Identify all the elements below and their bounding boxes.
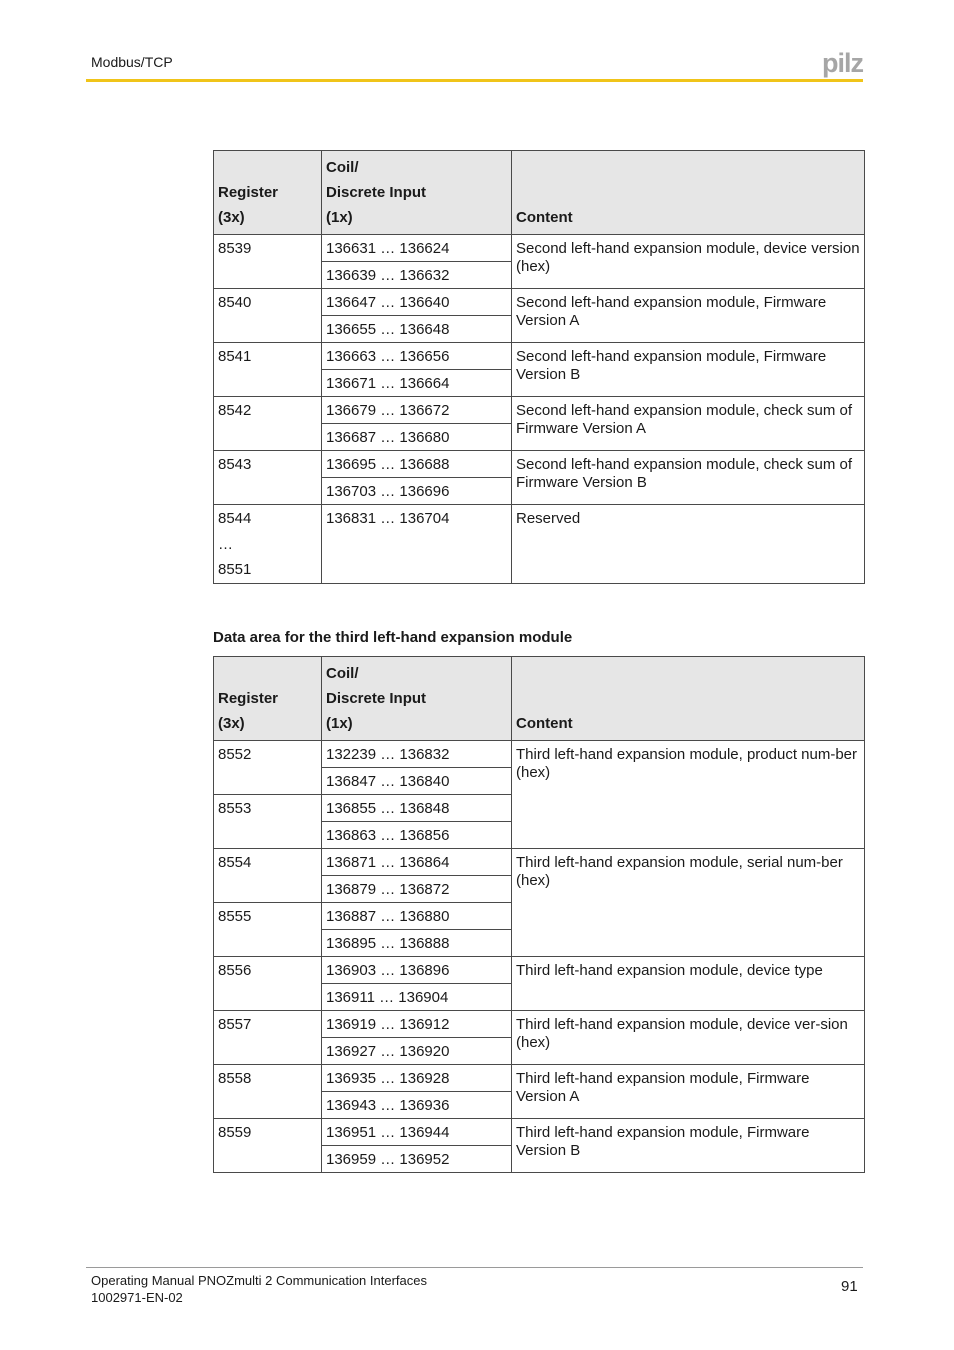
- register-cell: 8553: [214, 795, 322, 849]
- register-cell: 8541: [214, 343, 322, 397]
- coil-cell: 136663 … 136656: [322, 343, 512, 370]
- header-rule: [86, 79, 863, 82]
- register-cell: 8552: [214, 741, 322, 795]
- register-cell: 8539: [214, 235, 322, 289]
- coil-cell: 136703 … 136696: [322, 478, 512, 505]
- table-row: [214, 235, 865, 262]
- content-cell: Second left-hand expansion module, Firmware Version A: [512, 289, 865, 343]
- register-cell: 8557: [214, 1011, 322, 1065]
- register-cell: 8559: [214, 1119, 322, 1173]
- content-cell: Third left-hand expansion module, device ver-sion (hex): [512, 1011, 865, 1065]
- content-cell: Second left-hand expansion module, Firmware Version B: [512, 343, 865, 397]
- coil-cell: 136911 … 136904: [322, 984, 512, 1011]
- table-row: [214, 849, 865, 876]
- register-cell: 8543: [214, 451, 322, 505]
- register-cell: 8554: [214, 849, 322, 903]
- coil-cell: 136887 … 136880: [322, 903, 512, 930]
- content-header: Content: [512, 151, 865, 235]
- coil-cell: 136639 … 136632: [322, 262, 512, 289]
- coil-cell: 136863 … 136856: [322, 822, 512, 849]
- coil-cell: 136679 … 136672: [322, 397, 512, 424]
- table-row: [214, 451, 865, 478]
- content-cell: Third left-hand expansion module, Firmware Version B: [512, 1119, 865, 1173]
- table-row: [214, 1065, 865, 1092]
- coil-cell: 136895 … 136888: [322, 930, 512, 957]
- table-row: [214, 1119, 865, 1146]
- table-row: [214, 957, 865, 984]
- table-header-row: [214, 151, 865, 235]
- register-cell: 8542: [214, 397, 322, 451]
- coil-cell: 136935 … 136928: [322, 1065, 512, 1092]
- coil-cell: 136671 … 136664: [322, 370, 512, 397]
- table-row: [214, 1011, 865, 1038]
- second-module-register-table: [213, 150, 865, 584]
- coil-cell: 136943 … 136936: [322, 1092, 512, 1119]
- table-row: [214, 741, 865, 768]
- table-row: [214, 343, 865, 370]
- page-number: 91: [841, 1278, 858, 1295]
- register-header: Register (3x): [214, 657, 322, 741]
- coil-cell: 136847 … 136840: [322, 768, 512, 795]
- coil-cell: 136951 … 136944: [322, 1119, 512, 1146]
- coil-cell: 136695 … 136688: [322, 451, 512, 478]
- content-cell: Reserved: [512, 505, 865, 584]
- content-cell: Second left-hand expansion module, check sum of Firmware Version A: [512, 397, 865, 451]
- footer-manual-title: Operating Manual PNOZmulti 2 Communication Interfaces: [91, 1273, 427, 1288]
- coil-header: Coil/ Discrete Input (1x): [322, 657, 512, 741]
- content-cell: Third left-hand expansion module, product num-ber (hex): [512, 741, 865, 849]
- coil-cell: 136831 … 136704: [322, 505, 512, 584]
- coil-cell: 136927 … 136920: [322, 1038, 512, 1065]
- coil-header: Coil/ Discrete Input (1x): [322, 151, 512, 235]
- coil-cell: 136871 … 136864: [322, 849, 512, 876]
- running-header-title: Modbus/TCP: [91, 54, 173, 70]
- coil-cell: 136919 … 136912: [322, 1011, 512, 1038]
- content-cell: Second left-hand expansion module, check sum of Firmware Version B: [512, 451, 865, 505]
- coil-cell: 136959 … 136952: [322, 1146, 512, 1173]
- content-header: Content: [512, 657, 865, 741]
- table-row: [214, 397, 865, 424]
- coil-cell: 136879 … 136872: [322, 876, 512, 903]
- coil-cell: 136903 … 136896: [322, 957, 512, 984]
- register-cell: 8556: [214, 957, 322, 1011]
- footer-doc-number: 1002971-EN-02: [91, 1290, 183, 1305]
- coil-cell: 136687 … 136680: [322, 424, 512, 451]
- register-header: Register (3x): [214, 151, 322, 235]
- coil-cell: 132239 … 136832: [322, 741, 512, 768]
- coil-cell: 136855 … 136848: [322, 795, 512, 822]
- table-row-reserved: [214, 505, 865, 584]
- coil-cell: 136631 … 136624: [322, 235, 512, 262]
- table-header-row: [214, 657, 865, 741]
- content-cell: Third left-hand expansion module, device type: [512, 957, 865, 1011]
- register-cell: 8558: [214, 1065, 322, 1119]
- content-cell: Third left-hand expansion module, serial num-ber (hex): [512, 849, 865, 957]
- pilz-logo: pilz: [822, 48, 863, 78]
- register-cell: 8540: [214, 289, 322, 343]
- coil-cell: 136647 … 136640: [322, 289, 512, 316]
- third-module-register-table: [213, 656, 865, 1173]
- content-cell: Second left-hand expansion module, device version (hex): [512, 235, 865, 289]
- coil-cell: 136655 … 136648: [322, 316, 512, 343]
- register-cell: 8555: [214, 903, 322, 957]
- table-row: [214, 289, 865, 316]
- content-cell: Third left-hand expansion module, Firmware Version A: [512, 1065, 865, 1119]
- section-title: Data area for the third left-hand expansion module: [213, 629, 573, 646]
- register-cell: 8544 … 8551: [214, 505, 322, 584]
- footer-rule: [86, 1267, 863, 1268]
